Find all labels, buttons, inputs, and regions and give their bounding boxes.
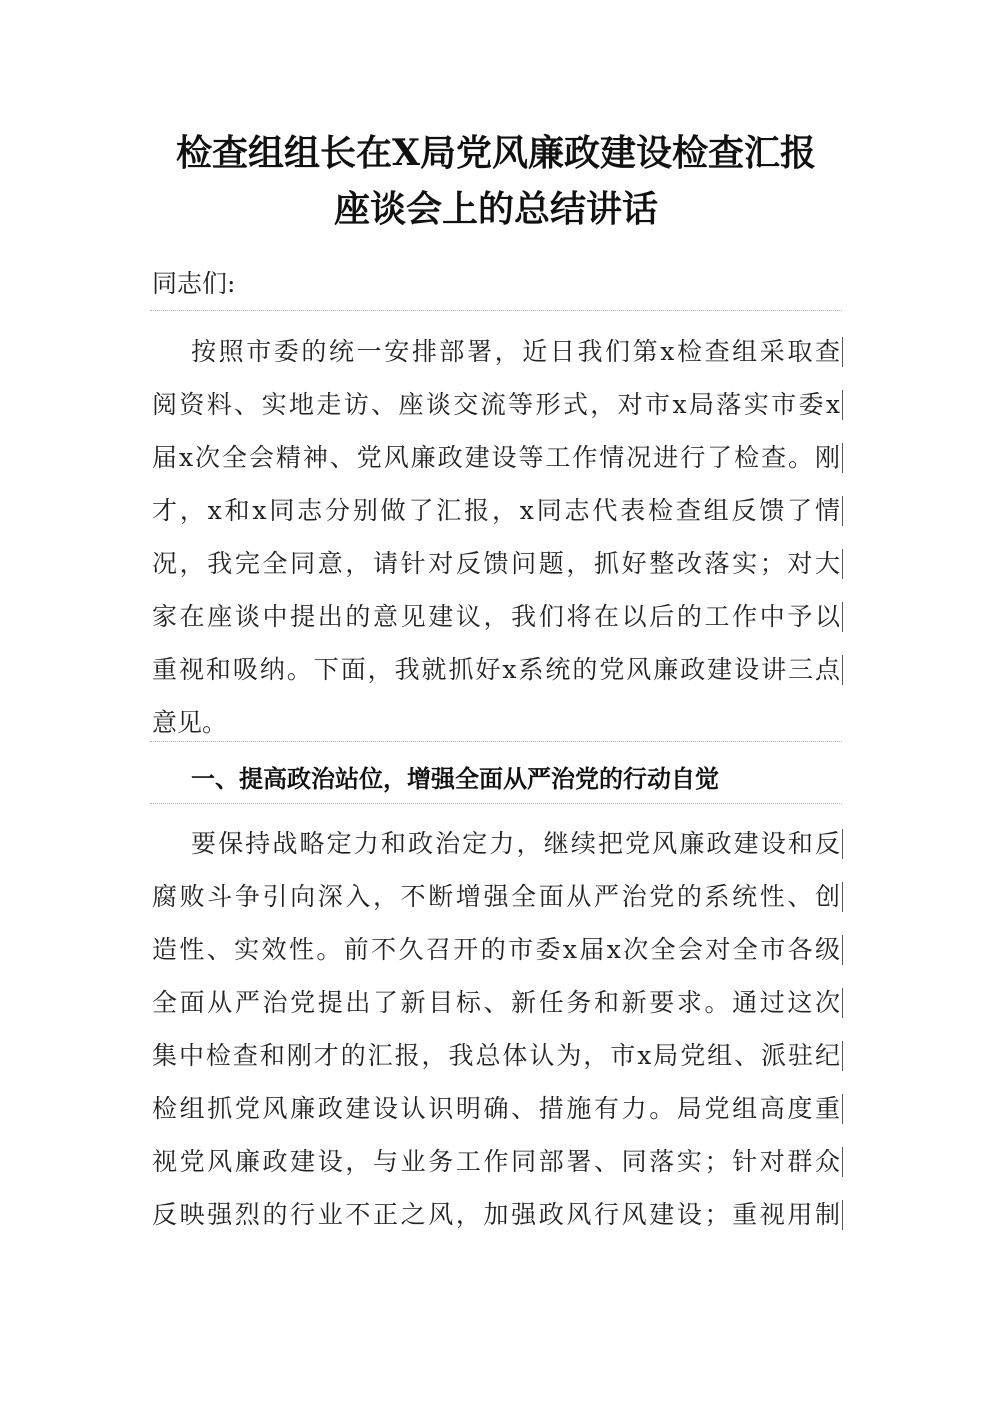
margin-marker: [842, 882, 843, 912]
document-title-line-2: 座谈会上的总结讲话: [333, 188, 658, 230]
margin-marker: [842, 390, 843, 420]
paragraph1-line-5: 况，我完全同意，请针对反馈问题，抓好整改落实；对大: [152, 549, 840, 578]
paragraph1-line-4: 才，x和x同志分别做了汇报，x同志代表检查组反馈了情: [152, 496, 840, 525]
margin-marker: [842, 1147, 843, 1177]
margin-marker: [842, 337, 843, 367]
margin-marker: [842, 655, 843, 685]
paragraph-separator: [150, 803, 842, 804]
paragraph1-line-3: 届x次全会精神、党风廉政建设等工作情况进行了检查。刚: [152, 443, 840, 472]
paragraph1-line-7: 重视和吸纳。下面，我就抓好x系统的党风廉政建设讲三点: [152, 655, 840, 684]
margin-marker: [842, 1200, 843, 1230]
margin-marker: [842, 1041, 843, 1071]
paragraph2-line-1: 要保持战略定力和政治定力，继续把党风廉政建设和反: [191, 829, 840, 858]
paragraph1-line-1: 按照市委的统一安排部署，近日我们第x检查组采取查: [191, 337, 840, 366]
salutation: 同志们:: [152, 269, 236, 298]
margin-marker: [842, 829, 843, 859]
paragraph1-line-8: 意见。: [152, 708, 228, 737]
paragraph2-line-8: 反映强烈的行业不正之风，加强政风行风建设；重视用制: [152, 1200, 840, 1229]
margin-marker: [842, 602, 843, 632]
margin-marker: [842, 443, 843, 473]
paragraph1-line-2: 阅资料、实地走访、座谈交流等形式，对市x局落实市委x: [152, 390, 840, 419]
paragraph2-line-5: 集中检查和刚才的汇报，我总体认为，市x局党组、派驻纪: [152, 1041, 840, 1070]
margin-marker: [842, 935, 843, 965]
paragraph2-line-7: 视党风廉政建设，与业务工作同部署、同落实；针对群众: [152, 1147, 840, 1176]
paragraph2-line-2: 腐败斗争引向深入，不断增强全面从严治党的系统性、创: [152, 882, 840, 911]
paragraph-separator: [150, 310, 842, 311]
paragraph-separator: [150, 741, 842, 742]
margin-marker: [842, 988, 843, 1018]
document-title-line-1: 检查组组长在X局党风廉政建设检查汇报: [176, 132, 816, 174]
margin-marker: [842, 496, 843, 526]
margin-marker: [842, 549, 843, 579]
paragraph1-line-6: 家在座谈中提出的意见建议，我们将在以后的工作中予以: [152, 602, 840, 631]
paragraph2-line-6: 检组抓党风廉政建设认识明确、措施有力。局党组高度重: [152, 1094, 840, 1123]
margin-marker: [842, 1094, 843, 1124]
paragraph2-line-4: 全面从严治党提出了新目标、新任务和新要求。通过这次: [152, 988, 840, 1017]
paragraph2-line-3: 造性、实效性。前不久召开的市委x届x次全会对全市各级: [152, 935, 840, 964]
section-heading-1: 一、提高政治站位，增强全面从严治党的行动自觉: [191, 765, 719, 793]
